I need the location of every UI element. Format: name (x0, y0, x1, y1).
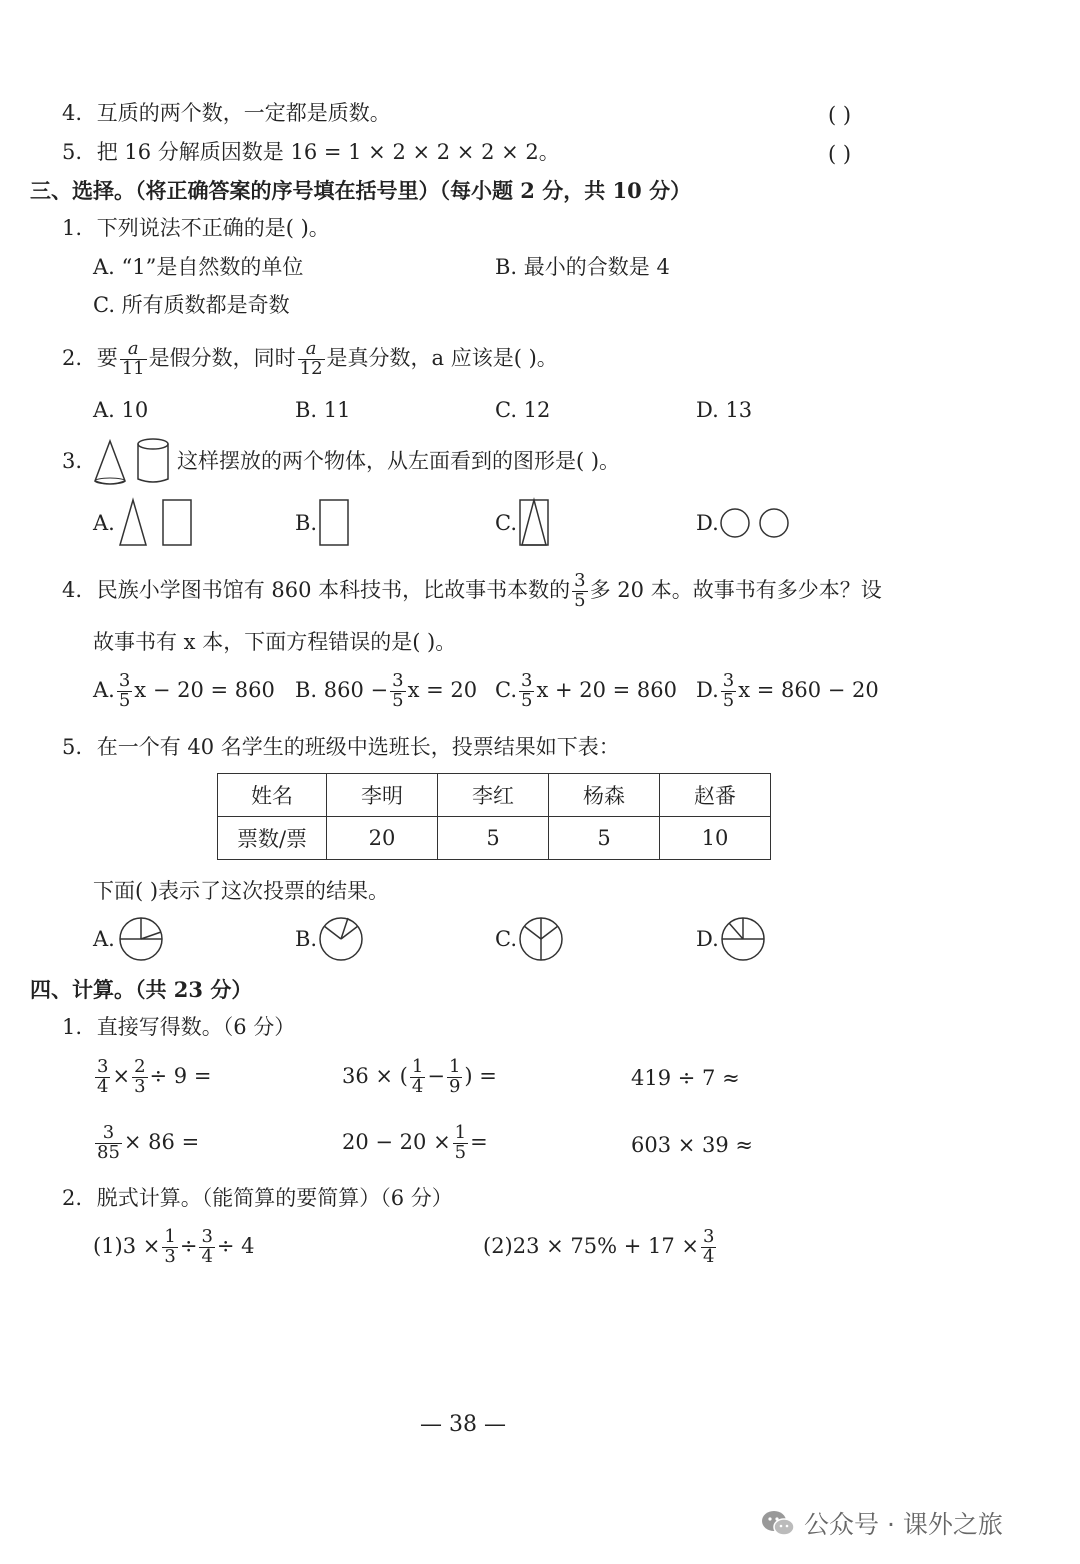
fraction (120, 340, 147, 379)
numerator: 1 (454, 1122, 467, 1143)
judge-q4 (62, 103, 391, 124)
option-b-label: B. (295, 511, 318, 535)
table-cell: 李红 (438, 774, 549, 817)
label: D. (696, 677, 719, 702)
option-c: C. 12 (495, 398, 551, 422)
q-number: 3. (62, 449, 83, 473)
expr-pre: (2)23 × 75% + 17 × (483, 1233, 700, 1258)
section3-title: 三、选择。（将正确答案的序号填在括号里）（每小题 2 分，共 10 分） (30, 178, 692, 203)
vote-table (217, 773, 771, 860)
s4-q1 (62, 1017, 295, 1038)
text: 多 20 本。故事书有多少本？设 (589, 577, 882, 602)
expr-pre: (1)3 × (93, 1233, 161, 1258)
s4-q2 (62, 1188, 453, 1209)
denominator: 4 (411, 1075, 424, 1097)
operator: ÷ (179, 1233, 198, 1258)
option-d: D. 13 (696, 398, 753, 422)
equation: x − 20 = 860 (134, 677, 275, 702)
option-c-label: C. (495, 511, 517, 535)
equation: x + 20 = 860 (536, 677, 677, 702)
expr-rest: ) = (464, 1063, 497, 1088)
table-cell: 赵番 (660, 774, 771, 817)
denominator: 3 (134, 1075, 146, 1097)
denominator: 5 (392, 689, 404, 711)
text: 是真分数，a 应该是( )。 (326, 345, 558, 370)
step-calc-1 (93, 1228, 255, 1267)
watermark (760, 1505, 1003, 1544)
denominator: 9 (448, 1075, 461, 1097)
expr-rest: = (470, 1129, 488, 1154)
question-text: 脱式计算。（能简算的要简算）（6 分） (96, 1186, 453, 1210)
denominator: 85 (97, 1141, 120, 1163)
fraction (721, 672, 736, 711)
s3-q5 (62, 737, 620, 758)
answer-paren[interactable]: ( ) (828, 142, 852, 166)
denominator: 4 (201, 1245, 213, 1267)
option-b-label: B. (295, 927, 318, 951)
denominator: 4 (97, 1075, 109, 1097)
numerator: a (298, 340, 325, 360)
numerator: 3 (201, 1226, 213, 1247)
pie-option-d-icon (720, 916, 766, 962)
denominator: 5 (454, 1141, 467, 1163)
option-c (495, 672, 677, 711)
pie-option-a-icon (118, 916, 164, 962)
calc-expr-4 (93, 1124, 199, 1163)
text: 要 (96, 345, 118, 370)
fraction (95, 1124, 122, 1163)
denominator: 5 (118, 689, 131, 711)
denominator: 11 (121, 357, 145, 379)
option-a (93, 672, 275, 711)
option-c-label: C. (495, 927, 517, 951)
table-cell: 李明 (327, 774, 438, 817)
numerator: 3 (95, 1124, 122, 1144)
label: B. 860 − (295, 677, 389, 702)
numerator: 3 (97, 1056, 109, 1077)
calc-expr-1 (93, 1058, 211, 1097)
table-cell: 票数/票 (218, 817, 327, 860)
q-number: 4. (62, 577, 83, 602)
numerator: 3 (392, 670, 404, 691)
q-number: 2. (62, 345, 83, 370)
fraction (298, 340, 325, 379)
fraction (132, 1058, 147, 1097)
question-text: 在一个有 40 名学生的班级中选班长，投票结果如下表： (96, 735, 620, 759)
question-text: 下面( )表示了这次投票的结果。 (93, 879, 390, 903)
expr-rest: ÷ 9 = (149, 1063, 212, 1088)
option-a-label: A. (93, 511, 115, 535)
denominator: 3 (164, 1245, 176, 1267)
wechat-icon (760, 1508, 796, 1544)
option-d-label: D. (696, 511, 719, 535)
denominator: 12 (299, 357, 323, 379)
step-calc-2 (483, 1228, 718, 1267)
calc-expr-2 (342, 1058, 497, 1097)
fraction (519, 672, 534, 711)
denominator: 5 (722, 689, 735, 711)
triangle-rectangle-icon (116, 497, 196, 549)
denominator: 5 (574, 589, 586, 611)
calc-expr-5 (342, 1124, 488, 1163)
pie-option-c-icon (518, 916, 564, 962)
numerator: 1 (411, 1056, 424, 1077)
equation: x = 860 − 20 (738, 677, 879, 702)
fraction (572, 572, 587, 611)
option-b (295, 672, 477, 711)
expr-pre: 20 − 20 × (342, 1129, 451, 1154)
question-text: 互质的两个数，一定都是质数。 (96, 101, 391, 125)
calc-expr-6: 603 × 39 ≈ (631, 1133, 754, 1157)
option-d (696, 672, 879, 711)
fraction (117, 672, 132, 711)
triangle-in-rectangle-icon (517, 497, 553, 549)
numerator: 3 (118, 670, 131, 691)
section4-title: 四、计算。（共 23 分） (30, 977, 253, 1002)
q-number: 5. (62, 140, 83, 164)
label: C. (495, 677, 517, 702)
question-text: 下列说法不正确的是( )。 (96, 216, 330, 240)
denominator: 4 (703, 1245, 715, 1267)
calc-expr-3: 419 ÷ 7 ≈ (631, 1066, 740, 1090)
table-cell: 5 (438, 817, 549, 860)
judge-q5 (62, 142, 560, 163)
table-row (218, 774, 771, 817)
two-circles-icon (718, 506, 794, 542)
question-text-line2: 故事书有 x 本，下面方程错误的是( )。 (93, 630, 457, 654)
numerator: 3 (574, 570, 586, 591)
fraction (410, 1058, 425, 1097)
answer-paren[interactable]: ( ) (828, 103, 852, 127)
operator: − (427, 1063, 445, 1088)
option-b: B. 11 (295, 398, 351, 422)
cone-cylinder-icon (92, 437, 172, 485)
q-number: 1. (62, 1015, 83, 1039)
question-text: 直接写得数。（6 分） (96, 1015, 296, 1039)
q-number: 1. (62, 216, 83, 240)
fraction (162, 1228, 177, 1267)
fraction (390, 672, 405, 711)
numerator: a (120, 340, 147, 360)
q-number: 4. (62, 101, 83, 125)
s3-q2 (62, 340, 558, 379)
q-number: 5. (62, 735, 83, 759)
table-cell: 姓名 (218, 774, 327, 817)
question-text: 把 16 分解质因数是 16 = 1 × 2 × 2 × 2 × 2。 (96, 140, 560, 164)
table-cell: 杨森 (549, 774, 660, 817)
operator: × (112, 1063, 131, 1088)
denominator: 5 (521, 689, 533, 711)
text: 民族小学图书馆有 860 本科技书，比故事书本数的 (96, 577, 571, 602)
fraction (199, 1228, 214, 1267)
watermark-text: 公众号 · 课外之旅 (804, 1510, 1003, 1539)
table-cell: 20 (327, 817, 438, 860)
expr-rest: ÷ 4 (216, 1233, 255, 1258)
table-cell: 5 (549, 817, 660, 860)
label: A. (93, 677, 115, 702)
numerator: 3 (703, 1226, 715, 1247)
s3-q1 (62, 218, 330, 239)
option-c: C. 所有质数都是奇数 (93, 293, 290, 317)
numerator: 3 (521, 670, 533, 691)
equation: x = 20 (407, 677, 478, 702)
expr-rest: × 86 = (123, 1129, 200, 1154)
page-number: — 38 — (420, 1412, 506, 1437)
text: 是假分数，同时 (148, 345, 296, 370)
table-cell: 10 (660, 817, 771, 860)
numerator: 1 (448, 1056, 461, 1077)
option-a: A. 10 (93, 398, 149, 422)
rectangle-icon (317, 497, 353, 549)
option-b: B. 最小的合数是 4 (495, 255, 670, 279)
fraction (453, 1124, 468, 1163)
numerator: 1 (164, 1226, 176, 1247)
option-a: A. “1”是自然数的单位 (93, 255, 304, 279)
expr-pre: 36 × ( (342, 1063, 408, 1088)
question-text: 这样摆放的两个物体，从左面看到的图形是( )。 (177, 449, 621, 473)
q-number: 2. (62, 1186, 83, 1210)
option-d-label: D. (696, 927, 719, 951)
option-a-label: A. (93, 927, 115, 951)
numerator: 3 (722, 670, 735, 691)
numerator: 2 (134, 1056, 146, 1077)
pie-option-b-icon (318, 916, 364, 962)
fraction (701, 1228, 716, 1267)
fraction (95, 1058, 110, 1097)
table-row (218, 817, 771, 860)
s3-q4 (62, 572, 882, 611)
fraction (447, 1058, 462, 1097)
